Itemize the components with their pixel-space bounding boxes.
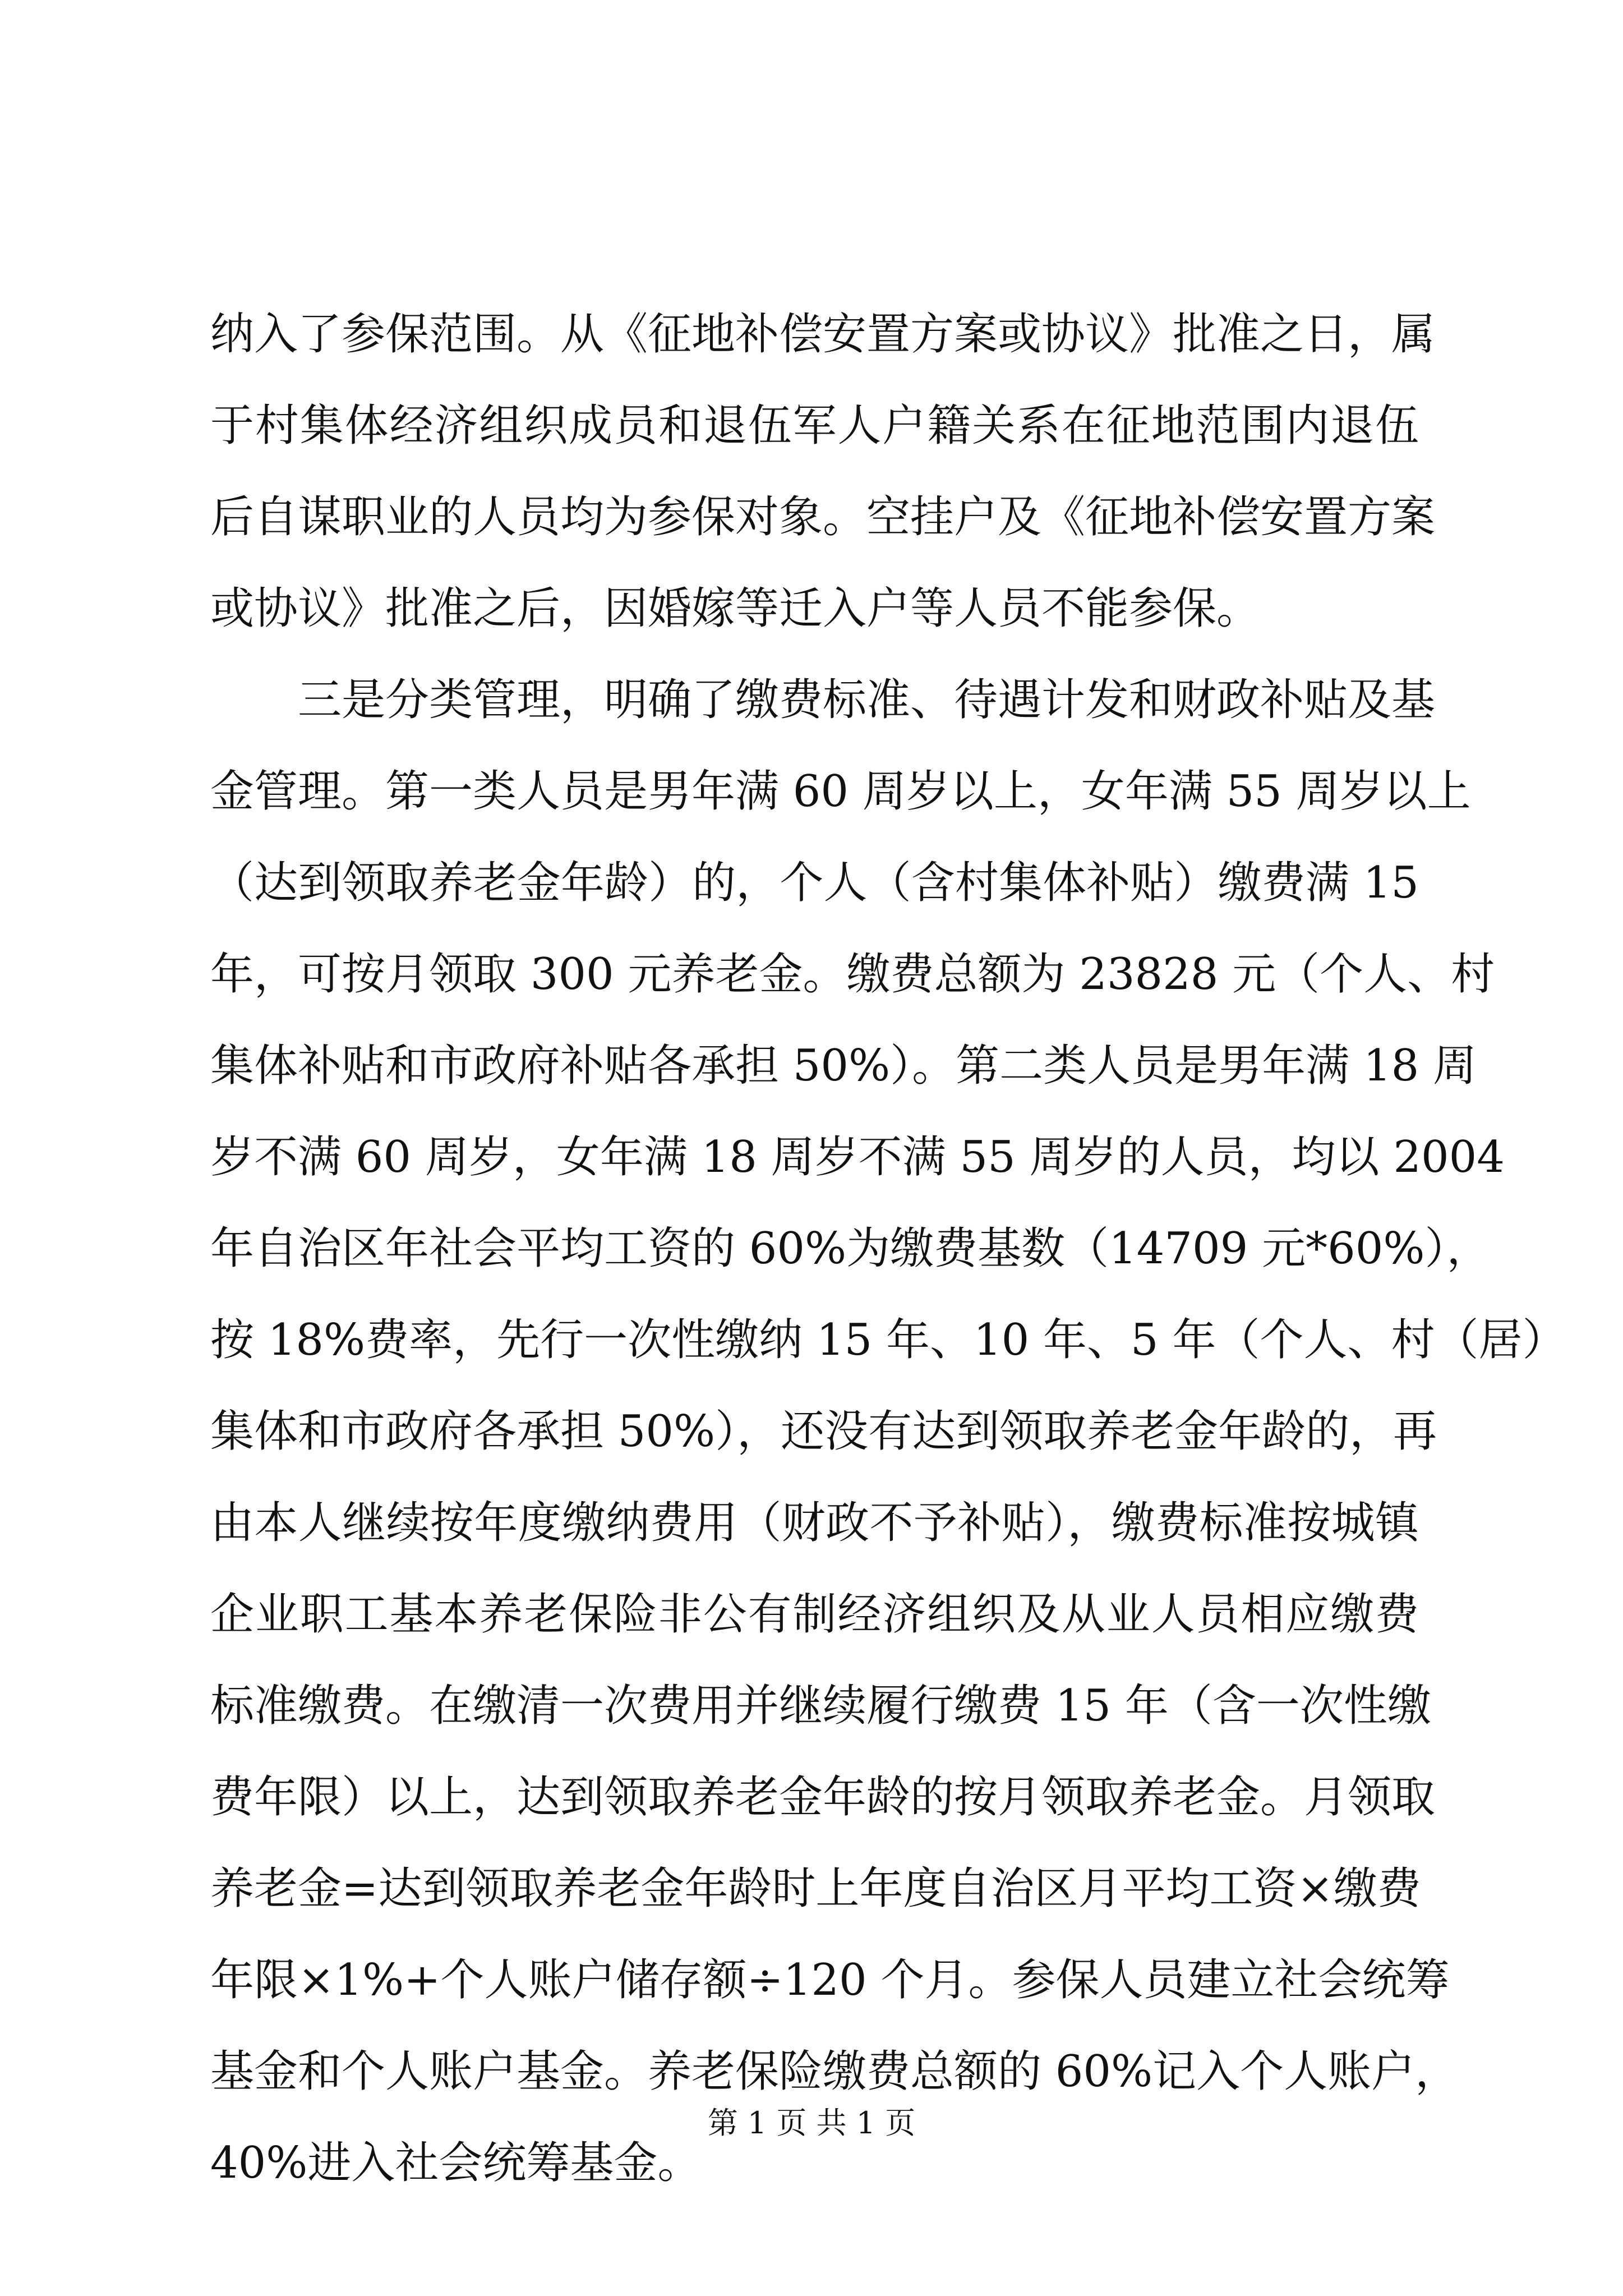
text-line: 年限×1%+个人账户储存额÷120 个月。参保人员建立社会统筹 [210, 1955, 1450, 2005]
text-line: 标准缴费。在缴清一次费用并继续履行缴费 15 年（含一次性缴 [210, 1681, 1431, 1731]
text-line: 40%进入社会统筹基金。 [210, 2138, 702, 2188]
document-body [210, 289, 1566, 2209]
text-line: （达到领取养老金年龄）的，个人（含村集体补贴）缴费满 15 [210, 858, 1419, 908]
text-line: 年自治区年社会平均工资的 60%为缴费基数（14709 元*60%）， [210, 1223, 1491, 1274]
text-line: 养老金=达到领取养老金年龄时上年度自治区月平均工资×缴费 [210, 1864, 1421, 1914]
text-line: 年，可按月领取 300 元养老金。缴费总额为 23828 元（个人、村 [210, 949, 1495, 1000]
text-line: 纳入了参保范围。从《征地补偿安置方案或协议》批准之日，属 [210, 309, 1436, 360]
text-line: 后自谋职业的人员均为参保对象。空挂户及《征地补偿安置方案 [210, 492, 1436, 542]
text-line: 金管理。第一类人员是男年满 60 周岁以上，女年满 55 周岁以上 [210, 766, 1471, 817]
text-line: 由本人继续按年度缴纳费用（财政不予补贴），缴费标准按城镇 [210, 1498, 1419, 1548]
text-line: 费年限）以上，达到领取养老金年龄的按月领取养老金。月领取 [210, 1772, 1436, 1823]
text-line: 或协议》批准之后，因婚嫁等迁入户等人员不能参保。 [210, 583, 1261, 634]
text-line: 集体补贴和市政府补贴各承担 50%）。第二类人员是男年满 18 周 [210, 1041, 1477, 1091]
text-line: 按 18%费率，先行一次性缴纳 15 年、10 年、5 年（个人、村（居） [210, 1315, 1566, 1365]
paragraph-first-line: 三是分类管理，明确了缴费标准、待遇计发和财政补贴及基 [298, 675, 1436, 725]
page-footer: 第 1 页 共 1 页 [707, 2105, 916, 2141]
text-line: 岁不满 60 周岁，女年满 18 周岁不满 55 周岁的人员，均以 2004 [210, 1132, 1505, 1182]
text-line: 于村集体经济组织成员和退伍军人户籍关系在征地范围内退伍 [210, 401, 1419, 451]
text-line: 企业职工基本养老保险非公有制经济组织及从业人员相应缴费 [210, 1589, 1419, 1640]
text-line: 基金和个人账户基金。养老保险缴费总额的 60%记入个人账户， [210, 2046, 1459, 2097]
text-line: 集体和市政府各承担 50%），还没有达到领取养老金年龄的，再 [210, 1406, 1437, 1457]
